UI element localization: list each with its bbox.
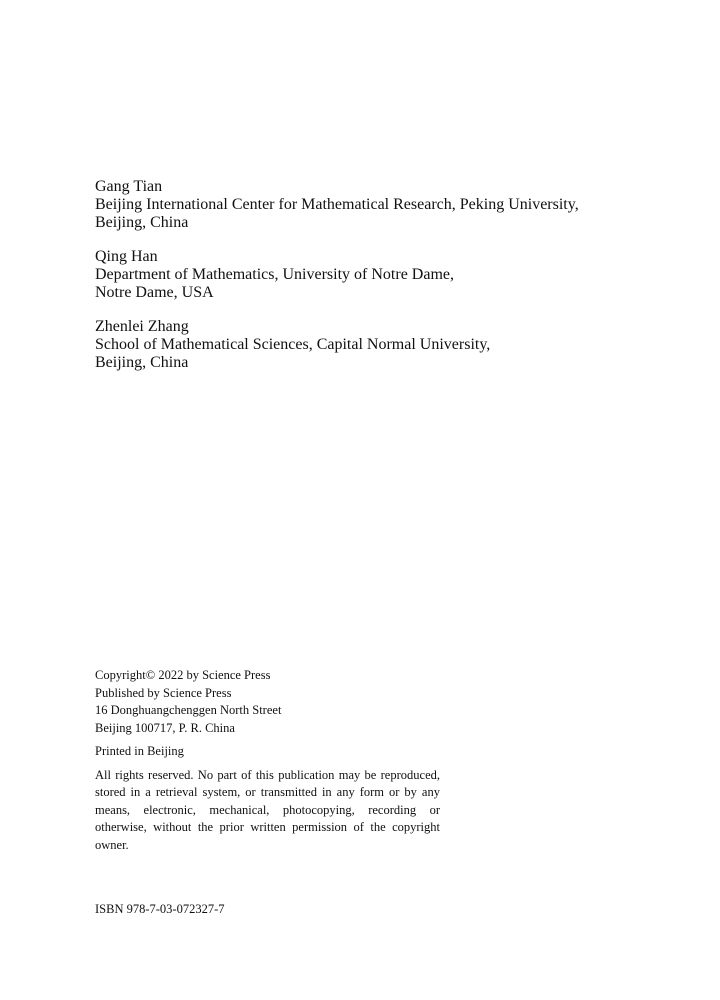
author-name: Zhenlei Zhang <box>95 318 189 335</box>
author-entry-han <box>95 248 655 302</box>
printed-in-line: Printed in Beijing <box>95 744 184 758</box>
copyright-imprint <box>95 667 440 854</box>
author-name: Qing Han <box>95 248 158 265</box>
author-location: Beijing, China <box>95 354 189 371</box>
copyright-line: Copyright© 2022 by Science Press <box>95 668 271 682</box>
author-affiliation: Beijing International Center for Mathematical Research, Peking University, <box>95 196 579 213</box>
address-line: 16 Donghuangchenggen North Street <box>95 703 282 717</box>
author-affiliation: School of Mathematical Sciences, Capital Normal University, <box>95 336 491 353</box>
author-affiliation: Department of Mathematics, University of Notre Dame, <box>95 266 454 283</box>
printed-block <box>95 743 440 761</box>
author-location: Beijing, China <box>95 214 189 231</box>
city-line: Beijing 100717, P. R. China <box>95 720 235 735</box>
publisher-block <box>95 667 440 737</box>
published-by-line: Published by Science Press <box>95 685 232 700</box>
author-entry-zhang <box>95 318 655 372</box>
author-location: Notre Dame, USA <box>95 284 214 301</box>
rights-statement: All rights reserved. No part of this publication may be reproduced, stored in a retrieval system, or transmitted in any form or by any means, electronic, mechanical, photocopying, recording or otherwise, without the prior written permission of the copyright owner. <box>95 767 440 852</box>
author-entry-tian <box>95 178 655 232</box>
author-list <box>95 178 655 388</box>
isbn-number: ISBN 978-7-03-072327-7 <box>95 902 225 916</box>
author-name: Gang Tian <box>95 178 163 195</box>
